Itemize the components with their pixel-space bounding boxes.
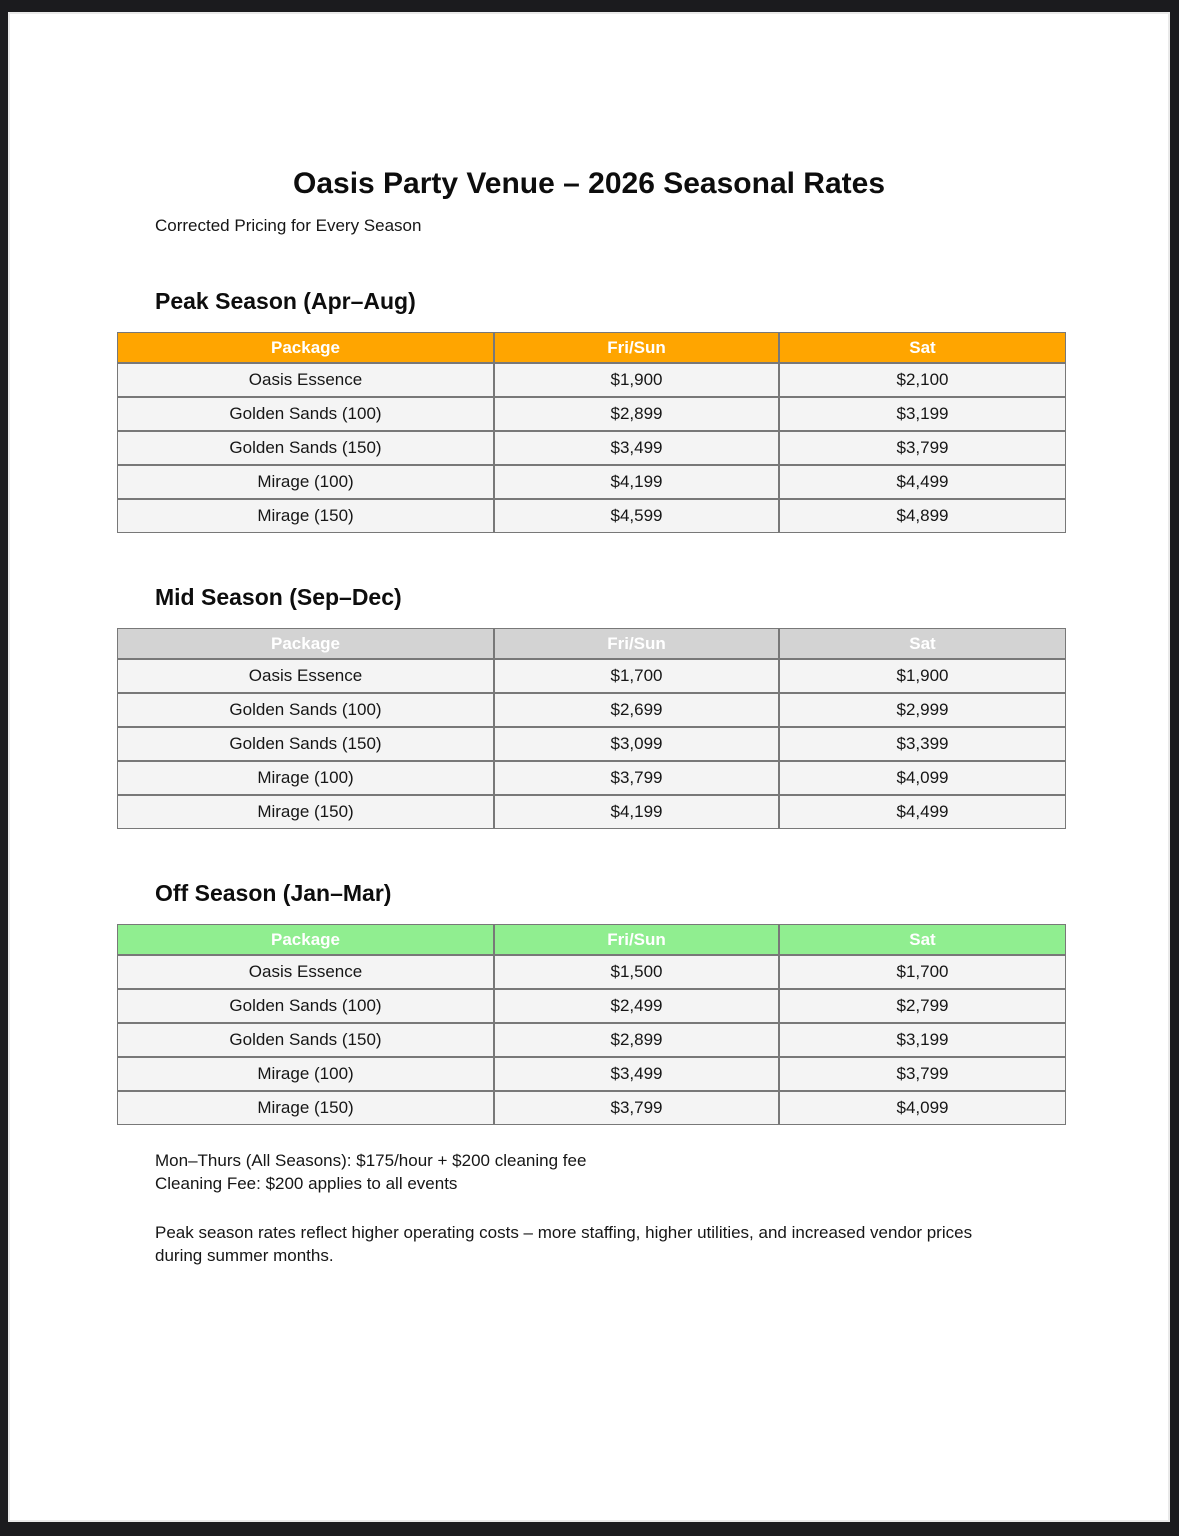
peak-season-explanation: Peak season rates reflect higher operating costs – more staffing, higher utilities, and increased vendor prices during summer months. [155,1223,973,1265]
season-section [10,583,1168,829]
sat-price-cell: $1,900 [779,659,1066,693]
fri-sun-price-cell: $3,799 [494,1091,779,1125]
season-heading: Off Season (Jan–Mar) [155,880,392,906]
column-header: Fri/Sun [494,628,779,659]
table-row [117,431,1066,465]
fri-sun-price-cell: $4,199 [494,465,779,499]
table-row [117,465,1066,499]
table-header-row [117,332,1066,363]
fri-sun-price-cell: $1,500 [494,955,779,989]
fri-sun-price-cell: $2,699 [494,693,779,727]
season-sections [10,287,1168,1125]
table-header-row [117,628,1066,659]
sat-price-cell: $3,399 [779,727,1066,761]
fri-sun-price-cell: $2,499 [494,989,779,1023]
column-header: Fri/Sun [494,332,779,363]
table-row [117,795,1066,829]
package-cell: Golden Sands (100) [117,397,494,431]
rates-table [117,628,1066,829]
rates-table [117,332,1066,533]
package-cell: Golden Sands (100) [117,989,494,1023]
sat-price-cell: $3,199 [779,1023,1066,1057]
sat-price-cell: $4,499 [779,465,1066,499]
season-section [10,879,1168,1125]
table-row [117,989,1066,1023]
rates-footnotes [155,1149,1023,1195]
sat-price-cell: $4,899 [779,499,1066,533]
sat-price-cell: $3,799 [779,1057,1066,1091]
table-header-row [117,924,1066,955]
sat-price-cell: $4,099 [779,1091,1066,1125]
fri-sun-price-cell: $3,499 [494,431,779,465]
table-row [117,499,1066,533]
fri-sun-price-cell: $4,199 [494,795,779,829]
package-cell: Golden Sands (150) [117,1023,494,1057]
package-cell: Golden Sands (100) [117,693,494,727]
table-row [117,955,1066,989]
package-cell: Mirage (100) [117,465,494,499]
fri-sun-price-cell: $2,899 [494,397,779,431]
sat-price-cell: $3,199 [779,397,1066,431]
sat-price-cell: $1,700 [779,955,1066,989]
sat-price-cell: $2,999 [779,693,1066,727]
column-header: Package [117,332,494,363]
cleaning-fee-note: Cleaning Fee: $200 applies to all events [155,1174,458,1193]
column-header: Sat [779,924,1066,955]
fri-sun-price-cell: $1,900 [494,363,779,397]
column-header: Package [117,628,494,659]
package-cell: Golden Sands (150) [117,431,494,465]
fri-sun-price-cell: $3,099 [494,727,779,761]
document-page [10,14,1168,1520]
fri-sun-price-cell: $4,599 [494,499,779,533]
package-cell: Mirage (100) [117,1057,494,1091]
fri-sun-price-cell: $3,499 [494,1057,779,1091]
sat-price-cell: $3,799 [779,431,1066,465]
package-cell: Golden Sands (150) [117,727,494,761]
season-heading: Mid Season (Sep–Dec) [155,584,402,610]
table-row [117,693,1066,727]
package-cell: Oasis Essence [117,955,494,989]
package-cell: Oasis Essence [117,363,494,397]
page-subtitle: Corrected Pricing for Every Season [155,216,422,235]
column-header: Package [117,924,494,955]
package-cell: Mirage (150) [117,499,494,533]
sat-price-cell: $4,099 [779,761,1066,795]
package-cell: Mirage (150) [117,795,494,829]
table-row [117,727,1066,761]
column-header: Fri/Sun [494,924,779,955]
table-row [117,1023,1066,1057]
sat-price-cell: $4,499 [779,795,1066,829]
table-row [117,397,1066,431]
table-row [117,761,1066,795]
weekday-rate-note: Mon–Thurs (All Seasons): $175/hour + $200 cleaning fee [155,1151,587,1170]
table-row [117,659,1066,693]
season-heading: Peak Season (Apr–Aug) [155,288,416,314]
package-cell: Mirage (150) [117,1091,494,1125]
table-row [117,1091,1066,1125]
table-row [117,1057,1066,1091]
sat-price-cell: $2,100 [779,363,1066,397]
package-cell: Mirage (100) [117,761,494,795]
fri-sun-price-cell: $2,899 [494,1023,779,1057]
column-header: Sat [779,332,1066,363]
rates-table [117,924,1066,1125]
season-section [10,287,1168,533]
table-row [117,363,1066,397]
package-cell: Oasis Essence [117,659,494,693]
sat-price-cell: $2,799 [779,989,1066,1023]
page-title: Oasis Party Venue – 2026 Seasonal Rates [292,167,886,200]
fri-sun-price-cell: $3,799 [494,761,779,795]
column-header: Sat [779,628,1066,659]
fri-sun-price-cell: $1,700 [494,659,779,693]
